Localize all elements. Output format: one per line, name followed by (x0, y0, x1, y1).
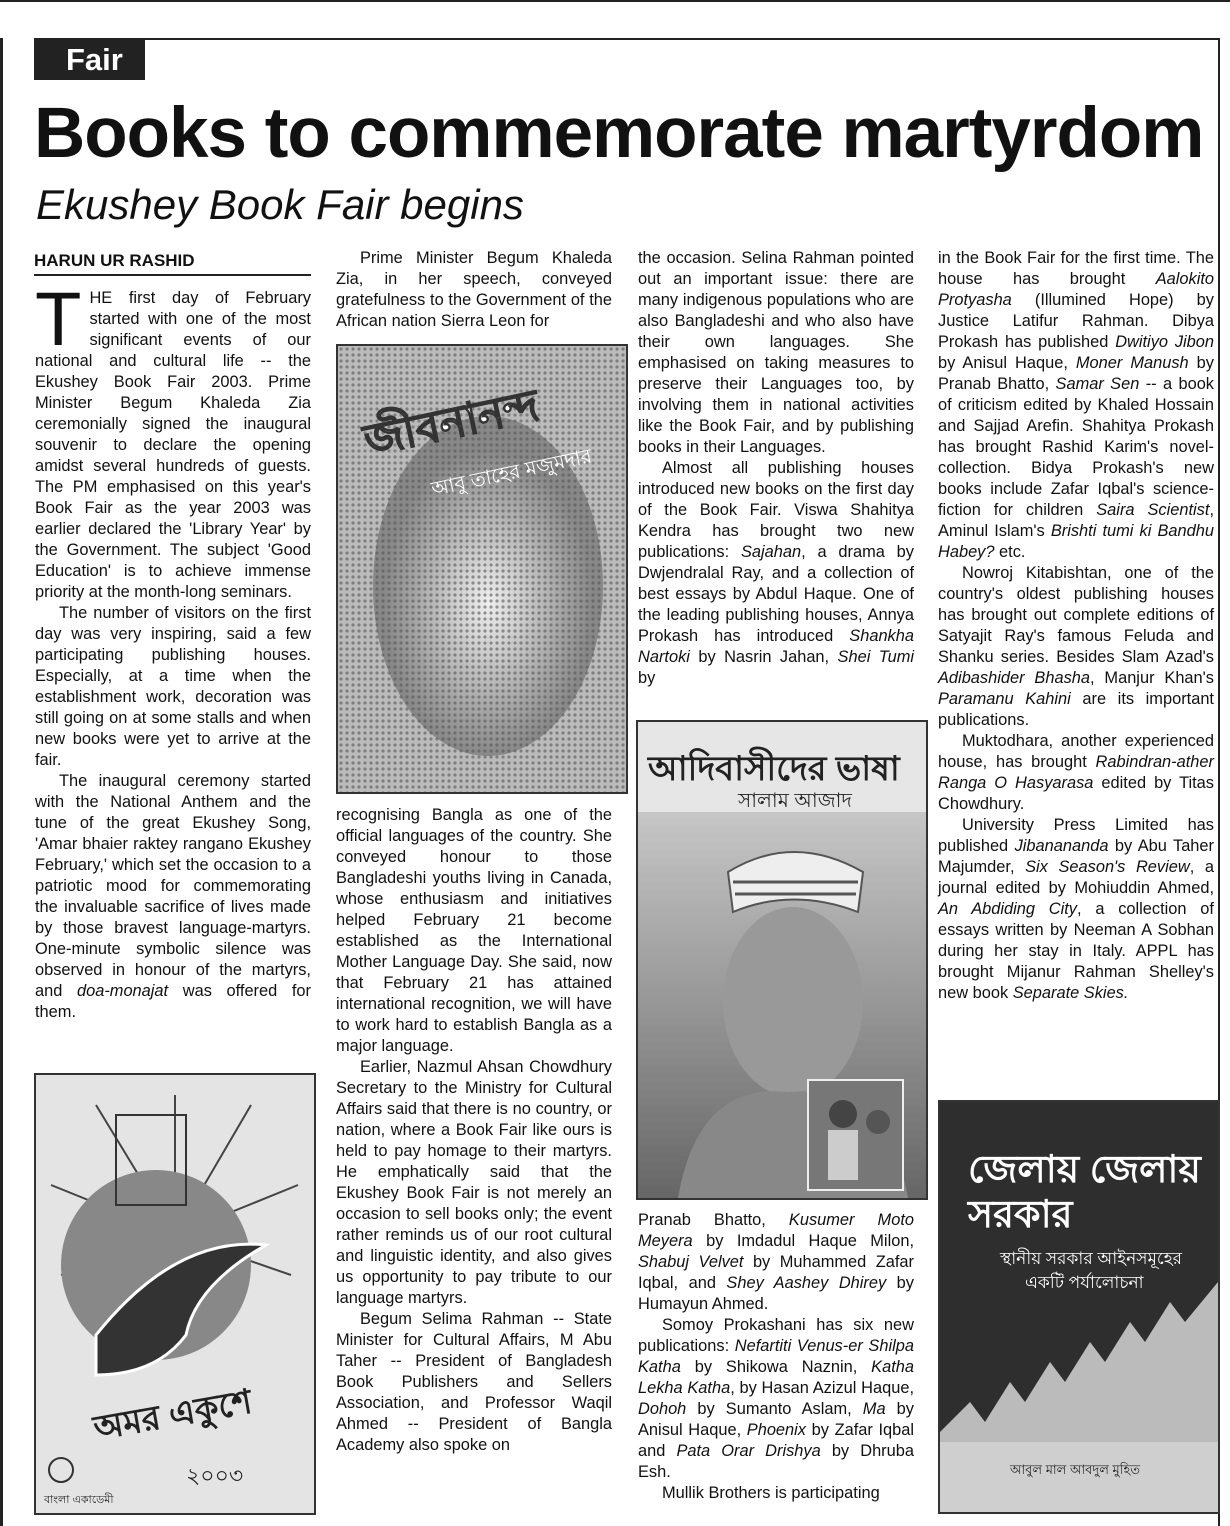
paragraph: Pranab Bhatto, Kusumer Moto Meyera by Imdadul Haque Milon, Shabuj Velvet by Muhammed Zafar Iqbal, and Shey Aashey Dhirey by Humayun Ahmed. (638, 1211, 914, 1313)
paragraph: The inaugural ceremony started with the National Anthem and the tune of the great Ekushey Song, 'Amar bhaier raktey rangano Ekushey February,' which set the occasion to a patriotic mood for commemorating the invaluable sacrifice of lives made by those bravest language-martyrs. One-minute symbolic silence was observed in honour of the martyrs, and doa-monajat was offered for them. (35, 772, 312, 1021)
paragraph: recognising Bangla as one of the official languages of the country. She conveyed honour to those Bangladeshi youths living in Canada, whose enthusiasm and initiatives helped February 21 become established as the International Mother Language Day. She said, now that February 21 has attained international recognition, we will have to work hard to establish Bangla as a major language. (336, 806, 612, 1055)
paragraph: Muktodhara, another experienced house, has brought Rabindran-ather Ranga O Hasyarasa edited by Titas Chowdhury. (938, 732, 1214, 813)
drop-cap: T (35, 277, 82, 362)
paragraph: Prime Minister Begum Khaleda Zia, in her speech, conveyed gratefulness to the Government of the African nation Sierra Leon for (336, 249, 612, 330)
article-column-2-bottom (336, 805, 612, 1456)
book-cover-adibashider-bhasha (636, 720, 928, 1200)
cover-title: অমর একুশে (90, 1382, 255, 1448)
cover-title-line2: সরকার (968, 1194, 1073, 1236)
page-top-rule (0, 0, 1230, 2)
paragraph: Begum Selima Rahman -- State Minister for Cultural Affairs, M Abu Taher -- President of Bangladesh Book Publishers and Sellers Association, and Professor Waqil Ahmed -- President of Bangla Academy also spoke on (336, 1310, 612, 1454)
article-column-3-top (638, 248, 914, 689)
paragraph: the occasion. Selina Rahman pointed out an important issue: there are many indigenous populations who are also Bangladeshi and who also have their own languages. She emphasised on taking measures to preserve their Languages too, by involving them in national activities like the Book Fair, and by publishing books in their Languages. (638, 249, 914, 456)
cover-title: জীবনানন্দ (359, 381, 544, 466)
paragraph: The number of visitors on the first day was very inspiring, said a few participating publishing houses. Especially, at a time when the establishment work, decoration was still going on at some stalls and when new books were yet to arrive at the fair. (35, 604, 311, 769)
paragraph: Almost all publishing houses introduced new books on the first day of the Book Fair. Viswa Shahitya Kendra has brought two new publications: Sajahan, a drama by Dwjendralal Ray, and a collection of best essays by Abdul Haque. One of the leading publishing houses, Annya Prokash has introduced Shankha Nartoki by Nasrin Jahan, Shei Tumi by (638, 459, 914, 687)
book-cover-jelay-jelay-sarkar (938, 1100, 1220, 1514)
cover-title: আদিবাসীদের ভাষা (648, 750, 900, 788)
cover-author: আবু তাহের মজুমদার (429, 445, 594, 501)
headline: Books to commemorate martyrdom (34, 94, 1204, 173)
cover-author: সালাম আজাদ (738, 790, 852, 812)
cover-subtitle-line2: একটি পর্যালোচনা (1025, 1273, 1144, 1292)
article-top-rule (34, 38, 1218, 40)
book-cover-amar-ekushey (34, 1073, 316, 1515)
cover-year: ২০০৩ (186, 1463, 244, 1488)
paragraph: THE first day of February started with one of the most significant events of our national and cultural life -- the Ekushey Book Fair 2003. Prime Minister Begum Khaleda Zia ceremonially signed the inaugural souvenir to declare the opening amidst several hundreds of guests. The PM emphasised on this year's Book Fair as the year 2003 was earlier declared the 'Library Year' by the Government. The subject 'Good Education' is to achieve immense priority at the month-long seminars. (35, 277, 311, 601)
cover-author: আবুল মাল আবদুল মুহিত (1010, 1462, 1141, 1477)
article-column-4 (938, 248, 1214, 1004)
paragraph: Nowroj Kitabishtan, one of the country's oldest publishing houses has brought out complete editions of Satyajit Ray's famous Feluda and Shanku series. Besides Slam Azad's Adibashider Bhasha, Manjur Khan's Paramanu Kahini are its important publications. (938, 564, 1214, 729)
article-column-2-top (336, 248, 612, 332)
cover-title-line1: জেলায় জেলায় (968, 1149, 1201, 1191)
paragraph: University Press Limited has published Jibanananda by Abu Taher Majumder, Six Season's Review, a journal edited by Mohiuddin Ahmed, An Abdiding City, a collection of essays written by Neeman A Sobhan during her stay in Italy. APPL has brought Mijanur Rahman Shelley's new book Separate Skies. (938, 816, 1214, 1002)
book-cover-jibanananda (336, 344, 628, 794)
cover-subtitle-line1: স্থানীয় সরকার আইনসমূহের (1000, 1249, 1183, 1268)
paragraph: Earlier, Nazmul Ahsan Chowdhury Secretary to the Ministry for Cultural Affairs said that there is no country, or nation, where a Book Fair like ours is held to pay homage to their martyrs. He emphatically said that the Ekushey Book Fair is not merely an occasion to sell books only; the event rather reminds us of our root cultural and linguistic identity, and also gives us opportunity to pay tribute to our language martyrs. (336, 1058, 612, 1307)
byline: HARUN UR RASHID (34, 250, 311, 276)
page-left-rule (0, 38, 3, 1526)
section-tag: Fair (34, 40, 145, 80)
article-column-1 (35, 277, 312, 1023)
paragraph: Mullik Brothers is participating (662, 1484, 880, 1502)
paragraph: Somoy Prokashani has six new publications: Nefartiti Venus-er Shilpa Katha by Shikowa Naznin, Katha Lekha Katha, by Hasan Azizul Haque, Dohoh by Sumanto Aslam, Ma by Anisul Haque, Phoenix by Zafar Iqbal and Pata Orar Drishya by Dhruba Esh. (638, 1316, 914, 1481)
article-column-3-bottom (638, 1210, 914, 1504)
cover-publisher: বাংলা একাডেমী (44, 1494, 114, 1506)
paragraph: in the Book Fair for the first time. The house has brought Aalokito Protyasha (Illumined Hope) by Justice Latifur Rahman. Dibya Prokash has published Dwitiyo Jibon by Anisul Haque, Moner Manush by Pranab Bhatto, Samar Sen -- a book of criticism edited by Khaled Hossain and Sajjad Arefin. Shahitya Prokash has brought Rashid Karim's novel-collection. Bidya Prokash's new books include Zafar Iqbal's science-fiction for children Saira Scientist, Aminul Islam's Brishti tumi ki Bandhu Habey? etc. (938, 249, 1215, 561)
subheadline: Ekushey Book Fair begins (36, 181, 524, 228)
